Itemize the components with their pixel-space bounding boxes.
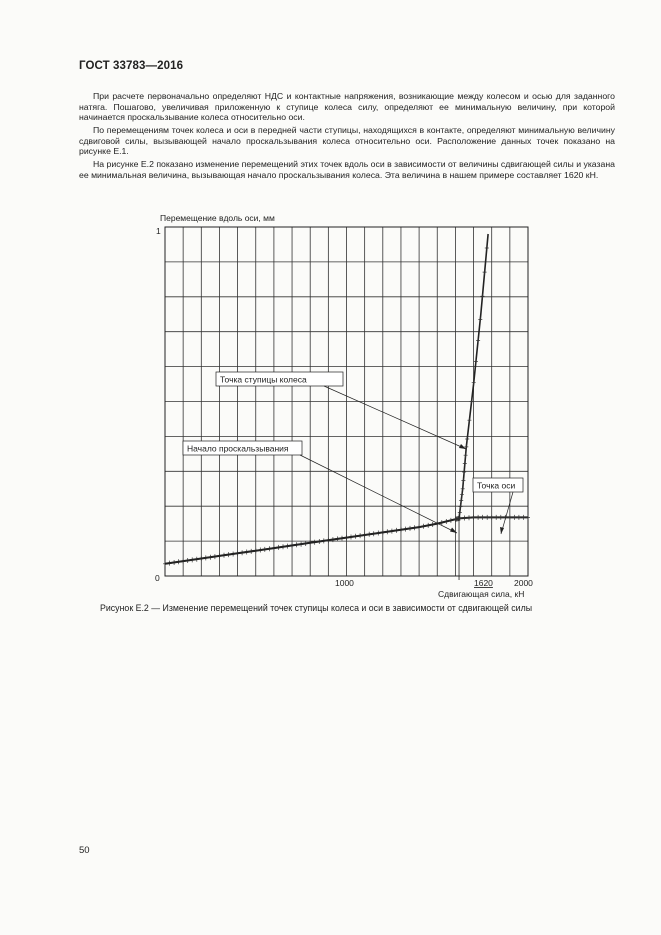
series-marker — [483, 270, 487, 275]
series-marker — [517, 515, 521, 520]
series-marker — [459, 498, 463, 503]
chart-x-tick-label: 1000 — [335, 578, 354, 588]
series-marker — [462, 470, 466, 475]
series-marker — [463, 516, 467, 521]
annotation-leader-hub — [324, 386, 466, 449]
series-marker — [512, 515, 516, 520]
series-marker — [476, 515, 480, 520]
series-marker — [476, 338, 480, 343]
series-marker — [470, 399, 474, 404]
series-marker — [478, 317, 482, 322]
page-number: 50 — [79, 845, 90, 856]
annotation-arrowhead — [450, 528, 457, 534]
series-marker — [480, 294, 484, 299]
series-marker — [472, 380, 476, 385]
chart-x-tick-label: 2000 — [514, 578, 533, 588]
series-marker — [464, 453, 468, 458]
series-marker — [467, 515, 471, 520]
annotation-slip-start: Начало проскальзывания — [187, 443, 289, 454]
chart-x-axis-label: Сдвигающая сила, кН — [438, 589, 525, 599]
chart-y-tick-label: 1 — [156, 226, 161, 236]
annotation-arrowhead — [459, 444, 466, 449]
annotation-leader-slip — [300, 455, 457, 533]
chart-y-axis-label: Перемещение вдоль оси, мм — [160, 213, 275, 223]
series-marker — [461, 486, 465, 491]
series-marker — [526, 515, 530, 520]
series-marker — [461, 478, 465, 483]
series-marker — [472, 515, 476, 520]
series-marker — [460, 492, 464, 497]
figure-caption: Рисунок Е.2 — Изменение перемещений точек ступицы колеса и оси в зависимости от сдвигающей силы — [100, 603, 533, 613]
series-marker — [458, 510, 462, 515]
series-marker — [485, 515, 489, 520]
series-marker — [485, 246, 489, 251]
annotation-axle-point: Точка оси — [477, 480, 516, 491]
paragraph-3: На рисунке Е.2 показано изменение перемещений этих точек вдоль оси в зависимости от величины сдвигающей силы и указана ее минимальная величина, вызывающая начало проскальзывания колеса. Эта величина в нашем примере составляет 1620 кН. — [79, 159, 615, 180]
series-marker — [490, 515, 494, 520]
series-line-hub-point — [165, 234, 488, 564]
chart-x-tick-label-1620: 1620 — [474, 578, 493, 588]
series-marker — [463, 461, 467, 466]
chart-y-tick-label: 0 — [155, 573, 160, 583]
document-header: ГОСТ 33783—2016 — [79, 60, 184, 72]
series-marker — [467, 418, 471, 423]
series-marker — [494, 515, 498, 520]
series-marker — [522, 515, 526, 520]
annotation-hub-point: Точка ступицы колеса — [220, 374, 307, 385]
series-marker — [459, 504, 463, 509]
series-marker — [465, 437, 469, 442]
annotation-arrowhead — [500, 527, 504, 534]
series-marker — [499, 515, 503, 520]
paragraph-2: По перемещениям точек колеса и оси в передней части ступицы, находящихся в контакте, определяют минимальную величину сдвиговой силы, вызывающей начало проскальзывания колеса относительно оси. Расположение данных точек показано на рисунке Е.1. — [79, 125, 615, 157]
series-marker — [508, 515, 512, 520]
series-marker — [474, 359, 478, 364]
paragraph-1: При расчете первоначально определяют НДС и контактные напряжения, возникающие между колесом и осью для заданного натяга. Пошагово, увеличивая приложенную к ступице колеса силу, определяют ее минимальную величину, при которой начинается проскальзывание колеса относительно оси. — [79, 91, 615, 123]
series-marker — [481, 515, 485, 520]
